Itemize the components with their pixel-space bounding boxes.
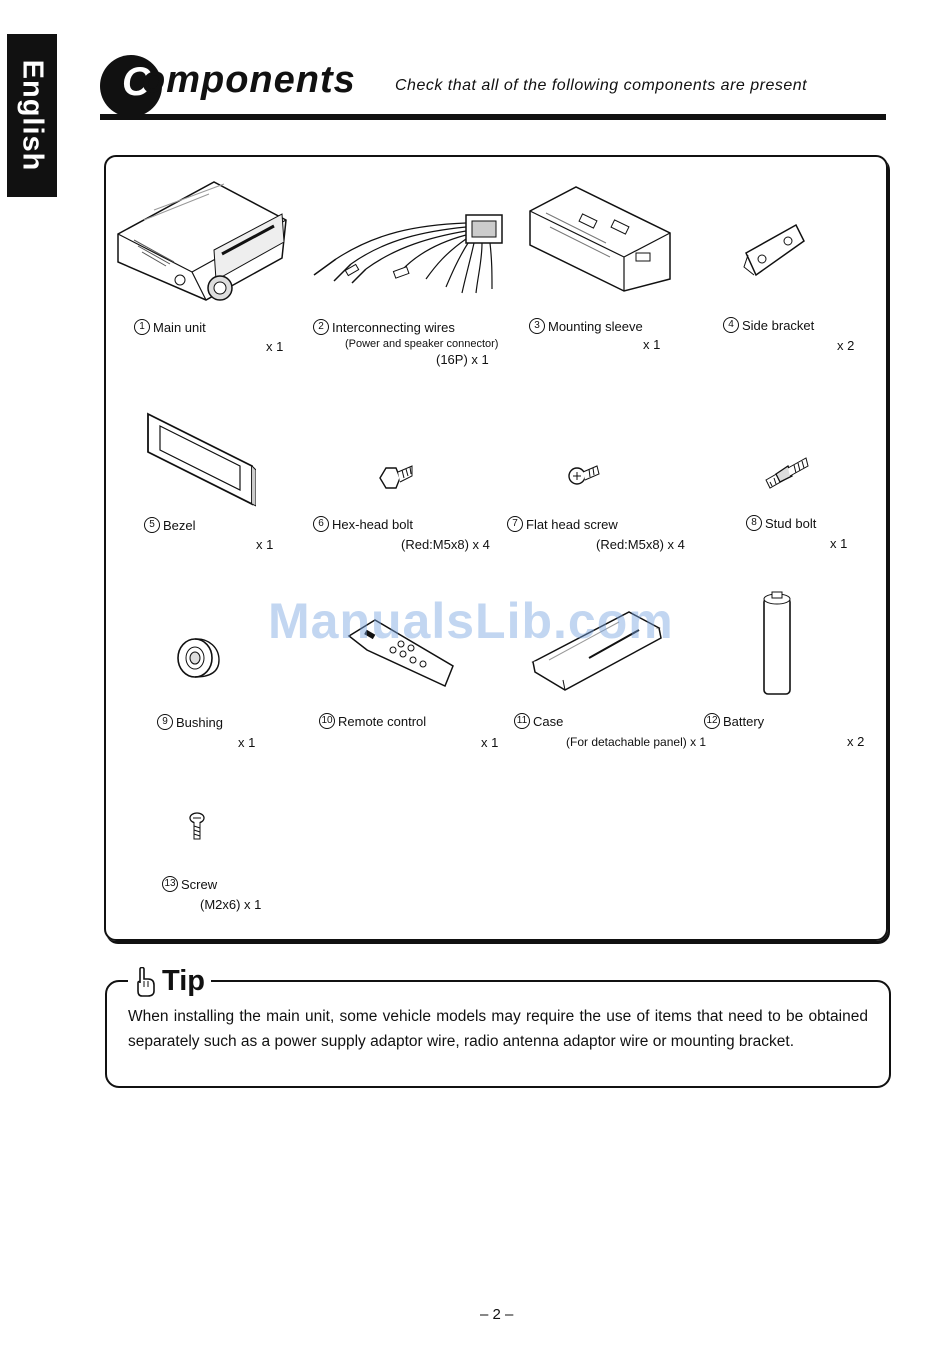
tip-title: Tip xyxy=(162,965,205,997)
page-header xyxy=(100,50,886,122)
flat-head-screw-illustration xyxy=(567,462,601,490)
component-name: Remote control xyxy=(338,713,427,729)
component-label xyxy=(514,713,563,729)
language-tab-label: English xyxy=(16,59,49,172)
component-label xyxy=(704,713,764,729)
page-number: – 2 – xyxy=(480,1306,514,1323)
component-main-unit xyxy=(110,175,300,355)
watermark: ManualsLib.com xyxy=(268,593,674,649)
component-label xyxy=(144,517,196,533)
tip-heading xyxy=(128,965,211,998)
component-label xyxy=(134,319,206,335)
component-name: Battery xyxy=(723,713,765,729)
component-name: Flat head screw xyxy=(526,516,618,532)
component-label xyxy=(319,713,426,729)
component-quantity: x 2 xyxy=(837,338,855,353)
page-title: omponents xyxy=(142,59,356,101)
component-quantity: (Red:M5x8) x 4 xyxy=(401,537,490,552)
component-label xyxy=(507,516,618,532)
component-name: Case xyxy=(533,713,564,729)
component-label xyxy=(313,319,455,335)
component-name: Screw xyxy=(181,876,218,892)
component-label xyxy=(162,876,217,892)
component-number: 12 xyxy=(704,713,720,729)
component-number: 7 xyxy=(507,516,523,532)
component-number: 3 xyxy=(529,318,545,334)
component-quantity: x 1 xyxy=(266,339,284,354)
component-name: Main unit xyxy=(153,319,206,335)
component-name: Mounting sleeve xyxy=(548,318,643,334)
component-label xyxy=(746,515,816,531)
component-battery xyxy=(700,590,870,760)
screw-illustration xyxy=(187,812,207,842)
page-subtitle: Check that all of the following components are present xyxy=(395,77,808,94)
component-number: 5 xyxy=(144,517,160,533)
component-number: 6 xyxy=(313,516,329,532)
bushing-illustration xyxy=(175,630,225,680)
component-name: Bezel xyxy=(163,517,196,533)
component-stud-bolt xyxy=(730,400,870,560)
component-number: 9 xyxy=(157,714,173,730)
component-quantity: (For detachable panel) x 1 xyxy=(566,735,707,749)
component-number: 13 xyxy=(162,876,178,892)
component-note: (Power and speaker connector) xyxy=(345,338,499,350)
component-number: 8 xyxy=(746,515,762,531)
battery-illustration xyxy=(760,590,794,698)
component-quantity: x 1 xyxy=(643,337,661,352)
language-tab xyxy=(7,34,57,197)
component-bezel xyxy=(130,400,300,560)
component-name: Hex-head bolt xyxy=(332,516,413,532)
component-number: 10 xyxy=(319,713,335,729)
component-screw xyxy=(155,800,315,920)
component-flat-head-screw xyxy=(495,400,695,560)
component-hex-head-bolt xyxy=(300,400,500,560)
mounting-sleeve-illustration xyxy=(526,183,674,295)
title-initial: C xyxy=(122,60,151,104)
main-unit-illustration xyxy=(114,180,296,305)
component-number: 4 xyxy=(723,317,739,333)
title-rule xyxy=(100,114,886,120)
component-quantity: x 2 xyxy=(847,734,865,749)
side-bracket-illustration xyxy=(742,219,808,285)
pointing-hand-icon xyxy=(134,967,158,997)
component-quantity: x 1 xyxy=(830,536,848,551)
component-quantity: (16P) x 1 xyxy=(436,352,489,367)
component-label xyxy=(529,318,643,334)
component-number: 1 xyxy=(134,319,150,335)
component-name: Stud bolt xyxy=(765,515,817,531)
component-quantity: (M2x6) x 1 xyxy=(200,897,262,912)
component-name: Side bracket xyxy=(742,317,815,333)
hex-head-bolt-illustration xyxy=(376,462,414,494)
tip-text: When installing the main unit, some vehicle models may require the use of items that need to be obtained separately such as a power supply adaptor wire, radio antenna adaptor wire or mounting bracket. xyxy=(128,1008,868,1050)
component-label xyxy=(157,714,223,730)
bezel-illustration xyxy=(144,410,256,508)
component-quantity: x 1 xyxy=(238,735,256,750)
component-number: 2 xyxy=(313,319,329,335)
component-label xyxy=(313,516,413,532)
component-side-bracket xyxy=(710,175,870,365)
component-quantity: (Red:M5x8) x 4 xyxy=(596,537,685,552)
component-number: 11 xyxy=(514,713,530,729)
component-label xyxy=(723,317,814,333)
stud-bolt-illustration xyxy=(762,456,810,490)
component-name: Bushing xyxy=(176,714,223,730)
component-mounting-sleeve xyxy=(520,175,700,365)
component-name: Interconnecting wires xyxy=(332,319,455,335)
component-quantity: x 1 xyxy=(256,537,274,552)
interconnecting-wires-illustration xyxy=(306,209,506,299)
component-interconnecting-wires xyxy=(300,175,510,375)
component-quantity: x 1 xyxy=(481,735,499,750)
